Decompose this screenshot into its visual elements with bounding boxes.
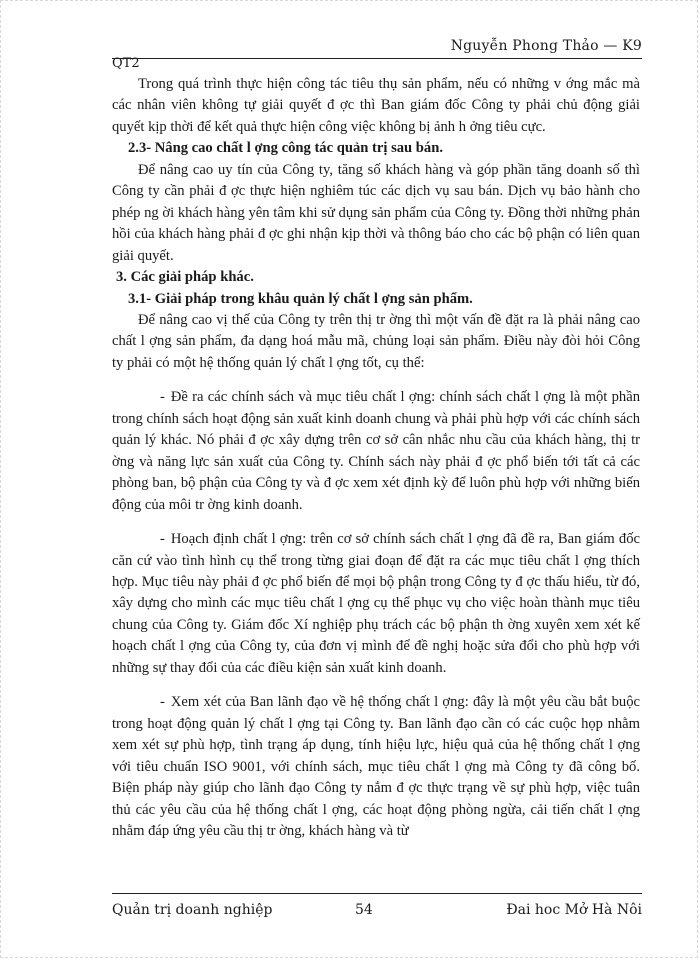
header-rule bbox=[112, 58, 642, 59]
document-body bbox=[112, 74, 640, 842]
bullet-text: Xem xét của Ban lãnh đạo về hệ thống chất l ợng: đây là một yêu cầu bắt buộc trong hoạt động quản lý chất l ợng tại Công ty. Ban lãnh đạo cần có các cuộc họp nhằm xem xét sự phù hợp, tình trạng áp dụng, tính hiệu lực, hiệu quả của hệ thống chất l ợng với tiêu chuẩn ISO 9001, với chính sách, mục tiêu chất l ợng mà Công ty đã công bố. Biện pháp này giúp cho lãnh đạo Công ty nắm đ ợc thực trạng về sự phù hợp, việc tuân thủ các yêu cầu của hệ thống chất l ợng, các hoạt động phòng ngừa, cải tiến chất l ợng nhằm đáp ứng yêu cầu thị tr ờng, khách hàng và từ bbox=[112, 694, 640, 839]
paragraph-quality-intro: Để nâng cao vị thế của Công ty trên thị tr ờng thì một vấn đề đặt ra là phải nâng cao chất l ợng sản phẩm, đa dạng hoá mẫu mã, chủng loại sản phẩm. Điều này đòi hỏi Công ty phải có một hệ thống quản lý chất l ợng tốt, cụ thể: bbox=[112, 311, 640, 371]
footer-rule bbox=[112, 893, 642, 894]
bullet-dash-icon: - bbox=[160, 694, 165, 711]
page-number: 54 bbox=[355, 902, 373, 918]
header-author: Nguyễn Phong Thảo — K9 bbox=[450, 38, 642, 54]
bullet-item-quality-planning bbox=[112, 529, 640, 679]
paragraph-after-sales: Để nâng cao uy tín của Công ty, tăng số khách hàng và góp phần tăng doanh số thì Công ty cần phải đ ợc thực hiện nghiêm túc các dịch vụ sau bán. Dịch vụ bảo hành cho phép ng ời khách hàng yên tâm khi sử dụng sản phẩm của Công ty. Đồng thời những phản hồi của khách hàng phải đ ợc ghi nhận kịp thời và thông báo cho các bộ phận có liên quan giải quyết. bbox=[112, 161, 640, 264]
footer bbox=[112, 902, 642, 918]
section-heading-3-1: 3.1- Giải pháp trong khâu quản lý chất l ợng sản phẩm. bbox=[128, 290, 473, 307]
bullet-text: Hoạch định chất l ợng: trên cơ sở chính sách chất l ợng đã đề ra, Ban giám đốc căn cứ vào tình hình cụ thể trong từng giai đoạn để đặt ra các mục tiêu chất l ợng thích hợp. Mục tiêu này phải đ ợc phổ biến để mọi bộ phận trong Công ty đ ợc thấu hiểu, từ đó, xây dựng cho mình các mục tiêu chất l ợng cụ thể phục vụ cho việc hoàn thành mục tiêu chung của Công ty. Giám đốc Xí nghiệp phụ trách các bộ phận th ờng xuyên xem xét kế hoạch chất l ợng của Công ty, của đơn vị mình để đề nghị hoặc sửa đổi cho phù hợp với những sự thay đổi của các điều kiện sản xuất kinh doanh. bbox=[112, 531, 640, 676]
bullet-text: Đề ra các chính sách và mục tiêu chất l ợng: chính sách chất l ợng là một phần trong chính sách hoạt động sản xuất kinh doanh chung và phải phù hợp với các chính sách quản lý khác. Nó phải đ ợc xây dựng trên cơ sở cân nhắc nhu cầu của khách hàng, thị tr ờng và năng lực sản xuất của Công ty. Chính sách này phải đ ợc phổ biến tới tất cả các phòng ban, bộ phận của Công ty và đ ợc xem xét định kỳ để luôn phù hợp với những biến động của môi tr ờng kinh doanh. bbox=[112, 389, 640, 513]
bullet-dash-icon: - bbox=[160, 531, 165, 548]
footer-right: Đai hoc Mở Hà Nôi bbox=[506, 902, 642, 918]
footer-left: Quản trị doanh nghiệp bbox=[112, 902, 273, 918]
bullet-dash-icon: - bbox=[160, 389, 165, 406]
section-heading-3: 3. Các giải pháp khác. bbox=[116, 269, 254, 286]
paragraph-intro: Trong quá trình thực hiện công tác tiêu thụ sản phẩm, nếu có những v ớng mắc mà các nhân viên không tự giải quyết đ ợc thì Ban giám đốc Công ty phải chủ động giải quyết kịp thời để kết quả thực hiện công việc không bị ảnh h ởng tiêu cực. bbox=[112, 76, 640, 135]
bullet-item-management-review bbox=[112, 692, 640, 842]
section-heading-2-3: 2.3- Nâng cao chất l ợng công tác quản trị sau bán. bbox=[128, 140, 443, 157]
header-ref: QT2 bbox=[112, 56, 140, 71]
bullet-item-quality-policy bbox=[112, 387, 640, 516]
